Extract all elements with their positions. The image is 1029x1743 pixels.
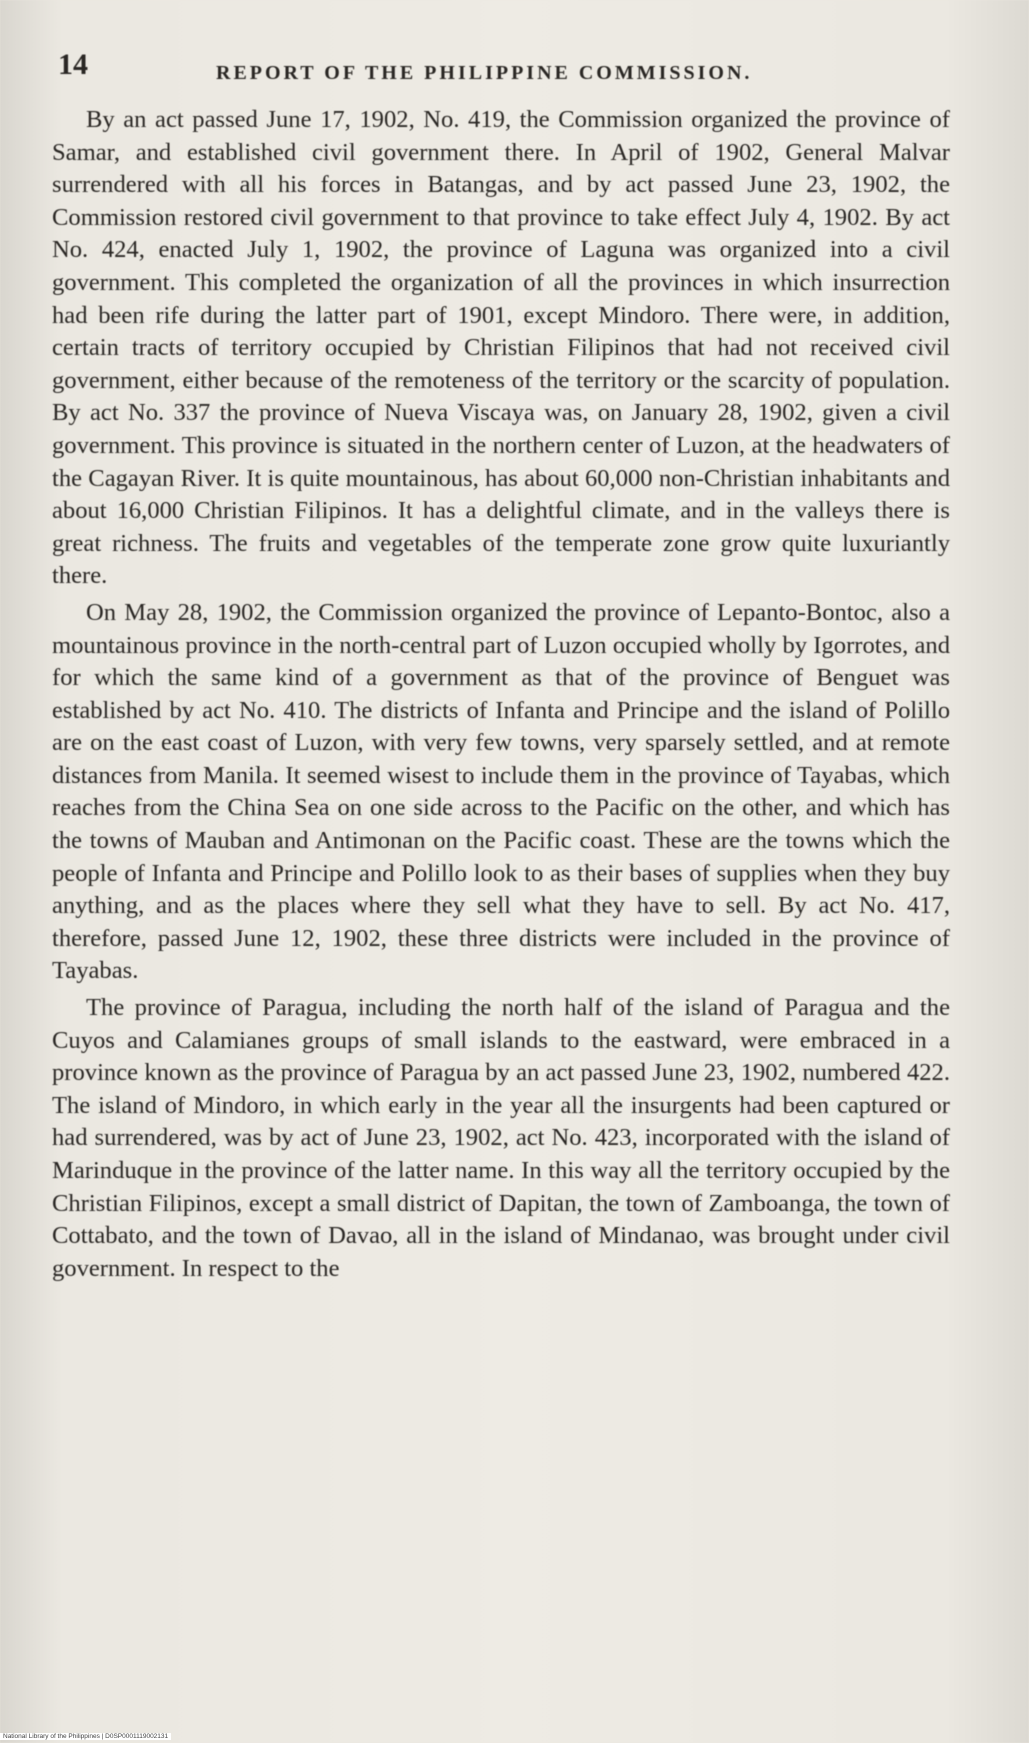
page-header bbox=[58, 48, 938, 88]
archive-footer: National Library of the Philippines | D0SP0001119002131 bbox=[0, 1733, 171, 1740]
running-head: REPORT OF THE PHILIPPINE COMMISSION. bbox=[216, 62, 753, 84]
page-number: 14 bbox=[58, 48, 88, 81]
paragraph-1: By an act passed June 17, 1902, No. 419, the Commission organized the province of Samar, and established civil government there. In April of 1902, General Malvar surrendered with all his forces in Batangas, and by act passed June 23, 1902, the Commission restored civil government to that province to take effect July 4, 1902. By act No. 424, enacted July 1, 1902, the province of Laguna was organized into a civil government. This completed the organization of all the provinces in which insurrection had been rife during the latter part of 1901, except Mindoro. There were, in addition, certain tracts of territory occupied by Christian Filipinos that had not received civil government, either because of the remoteness of the territory or the scarcity of population. By act No. 337 the province of Nueva Viscaya was, on January 28, 1902, given a civil government. This province is situated in the northern center of Luzon, at the headwaters of the Cagayan River. It is quite mountainous, has about 60,000 non-Christian inhabitants and about 16,000 Christian Filipinos. It has a delightful climate, and in the valleys there is great richness. The fruits and vegetables of the temperate zone grow quite luxuriantly there. bbox=[52, 106, 950, 590]
paragraph-2: On May 28, 1902, the Commission organized the province of Lepanto-Bontoc, also a mountainous province in the north-central part of Luzon occupied wholly by Igorrotes, and for which the same kind of a government as that of the province of Benguet was established by act No. 410. The districts of Infanta and Principe and the island of Polillo are on the east coast of Luzon, with very few towns, very sparsely settled, and at remote distances from Manila. It seemed wisest to include them in the province of Tayabas, which reaches from the China Sea on one side across to the Pacific on the other, and which has the towns of Mauban and Antimonan on the Pacific coast. These are the towns which the people of Infanta and Principe and Polillo look to as their bases of supplies when they buy anything, and as the places where they sell what they have to sell. By act No. 417, therefore, passed June 12, 1902, these three districts were included in the province of Tayabas. bbox=[52, 598, 950, 985]
paragraph-3: The province of Paragua, including the north half of the island of Paragua and the Cuyos and Calamianes groups of small islands to the eastward, were embraced in a province known as the province of Paragua by an act passed June 23, 1902, numbered 422. The island of Mindoro, in which early in the year all the insurgents had been captured or had surrendered, was by act of June 23, 1902, act No. 423, incorporated with the island of Marinduque in the province of the latter name. In this way all the territory occupied by the Christian Filipinos, except a small district of Dapitan, the town of Zamboanga, the town of Cottabato, and the town of Davao, all in the island of Mindanao, was brought under civil government. In respect to the bbox=[52, 994, 950, 1282]
body-text bbox=[52, 104, 950, 1289]
